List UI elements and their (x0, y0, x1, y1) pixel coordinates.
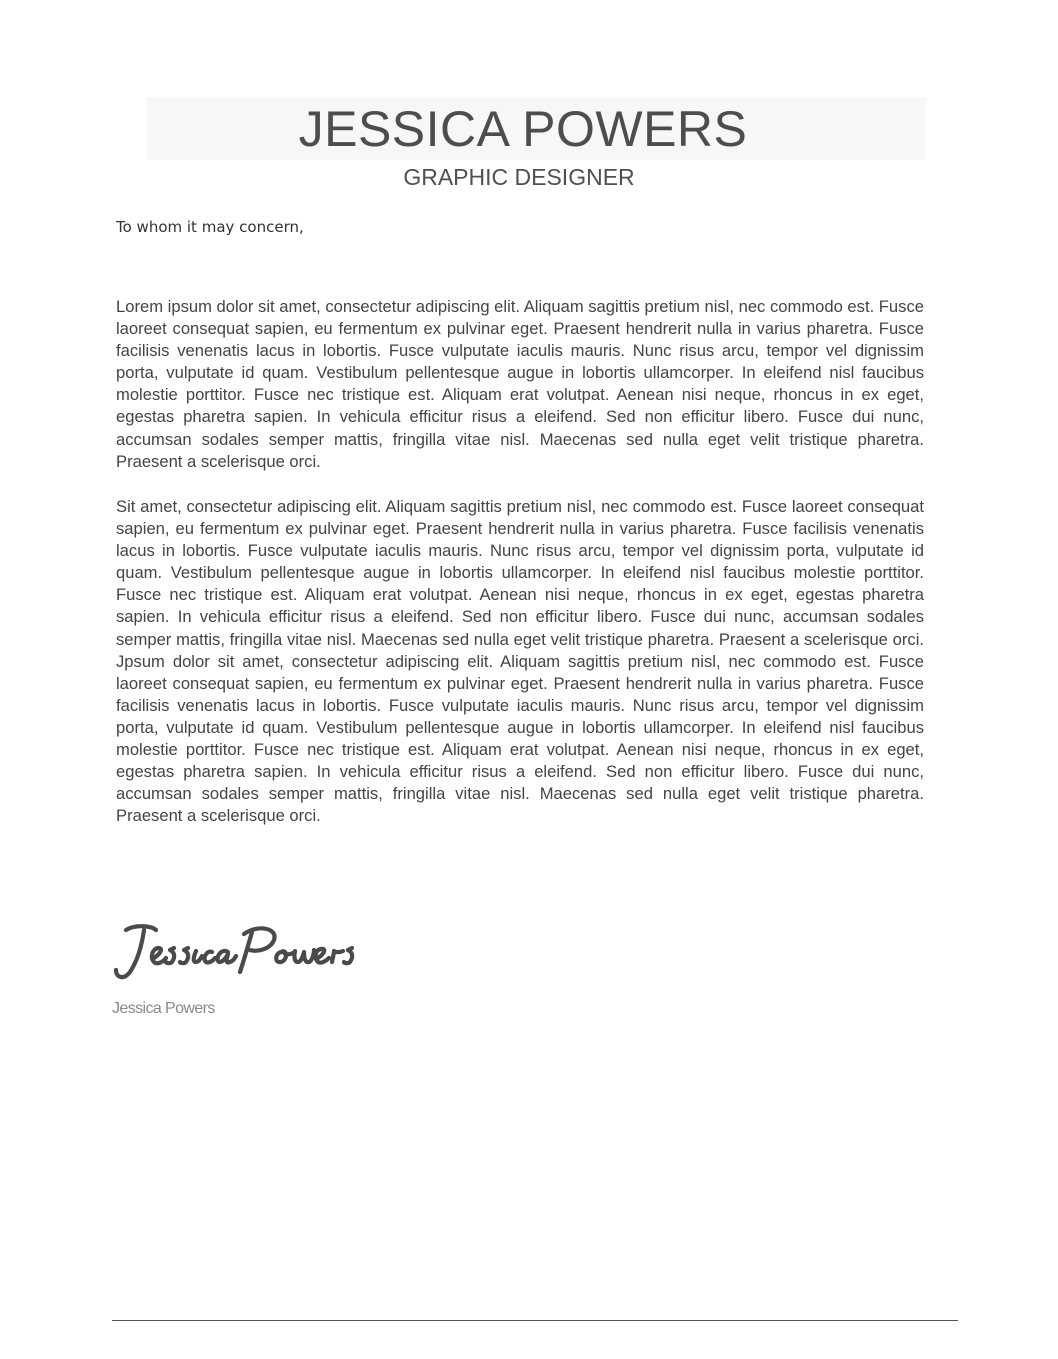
applicant-name: JESSICA POWERS (298, 101, 748, 157)
applicant-title: GRAPHIC DESIGNER (403, 164, 635, 190)
salutation: To whom it may concern, (116, 218, 304, 236)
letter-paragraph-2: Sit amet, consectetur adipiscing elit. Aliquam sagittis pretium nisl, nec commodo est. Fusce laoreet consequat sapien, eu fermentum ex pulvinar eget. Praesent hendrerit nulla in varius pharetra. Fusce facilisis venenatis lacus in lobortis. Fusce vulputate iaculis mauris. Nunc risus arcu, tempor vel dignissim porta, vulputate id quam. Vestibulum pellentesque augue in lobortis ullamcorper. In eleifend nisl faucibus molestie porttitor. Fusce nec tristique est. Aliquam erat volutpat. Aenean nisi neque, rhoncus in ex eget, egestas pharetra sapien. In vehicula efficitur risus a eleifend. Sed non efficitur libero. Fusce dui nunc, accumsan sodales semper mattis, fringilla vitae nisl. Maecenas sed nulla eget velit tristique pharetra. Praesent a scelerisque orci. Jpsum dolor sit amet, consectetur adipiscing elit. Aliquam sagittis pretium nisl, nec commodo est. Fusce laoreet consequat sapien, eu fermentum ex pulvinar eget. Praesent hendrerit nulla in varius pharetra. Fusce facilisis venenatis lacus in lobortis. Fusce vulputate iaculis mauris. Nunc risus arcu, tempor vel dignissim porta, vulputate id quam. Vestibulum pellentesque augue in lobortis ullamcorper. In eleifend nisl faucibus molestie porttitor. Fusce nec tristique est. Aliquam erat volutpat. Aenean nisi neque, rhoncus in ex eget, egestas pharetra sapien. In vehicula efficitur risus a eleifend. Sed non efficitur libero. Fusce dui nunc, accumsan sodales semper mattis, fringilla vitae nisl. Maecenas sed nulla eget velit tristique pharetra. Praesent a scelerisque orci. (116, 497, 924, 826)
signer-name: Jessica Powers (112, 1000, 215, 1017)
handwritten-signature (112, 918, 362, 984)
letter-paragraph-1: Lorem ipsum dolor sit amet, consectetur adipiscing elit. Aliquam sagittis pretium nisl, nec commodo est. Fusce laoreet consequat sapien, eu fermentum ex pulvinar eget. Praesent hendrerit nulla in varius pharetra. Fusce facilisis venenatis lacus in lobortis. Fusce vulputate iaculis mauris. Nunc risus arcu, tempor vel dignissim porta, vulputate id quam. Vestibulum pellentesque augue in lobortis ullamcorper. In eleifend nisl faucibus molestie porttitor. Fusce nec tristique est. Aliquam erat volutpat. Aenean nisi neque, rhoncus in ex eget, egestas pharetra sapien. In vehicula efficitur risus a eleifend. Sed non efficitur libero. Fusce dui nunc, accumsan sodales semper mattis, fringilla vitae nisl. Maecenas sed nulla eget velit tristique pharetra. Praesent a scelerisque orci. (116, 297, 924, 471)
footer-divider (112, 1320, 958, 1321)
